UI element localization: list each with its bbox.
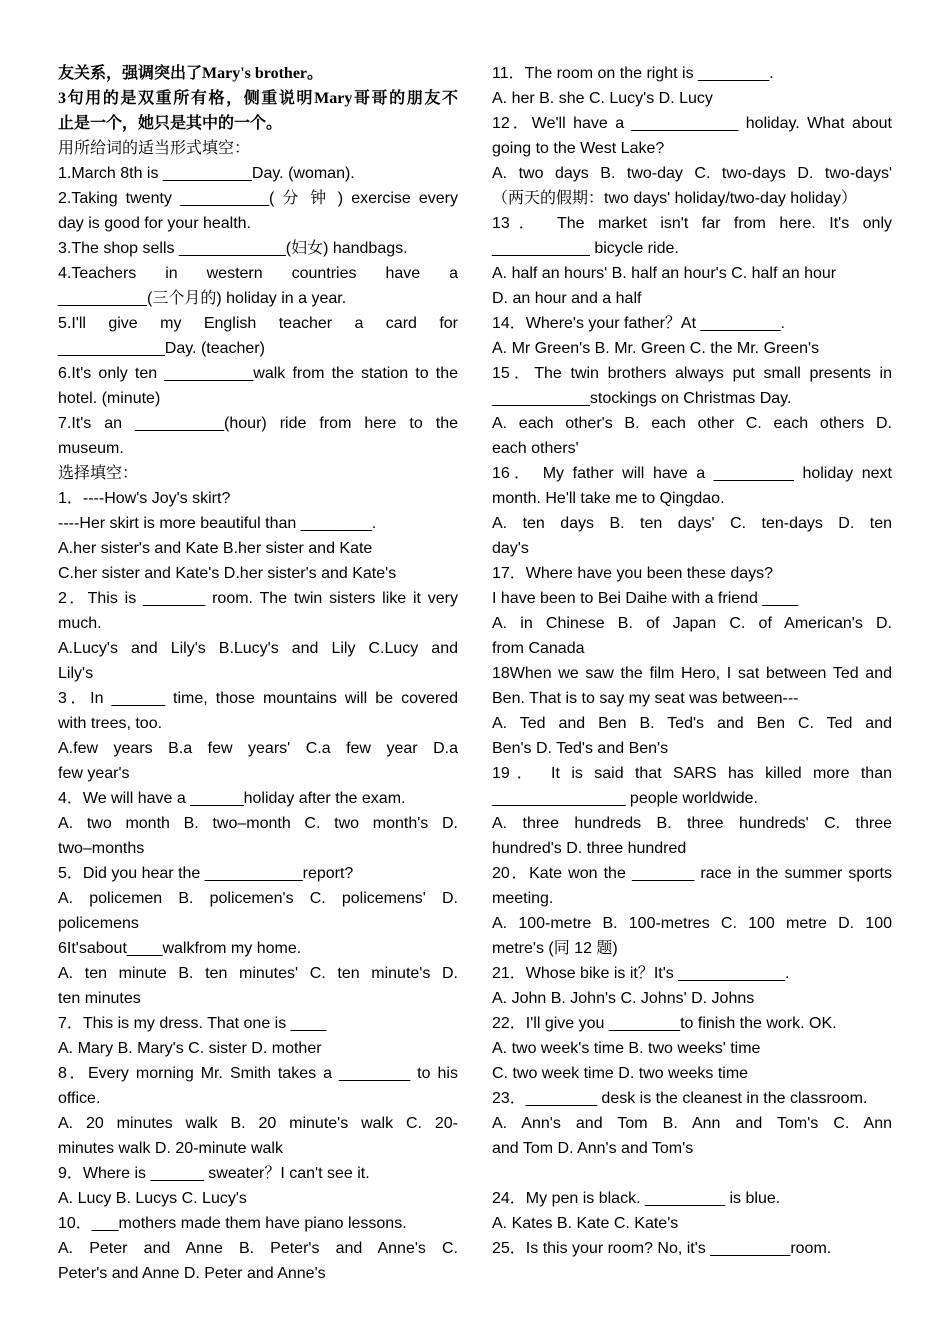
right-text-line: day's: [492, 540, 529, 557]
left-text-line: A. 20 minutes walk B. 20 minute's walk C. 20-: [58, 1115, 458, 1132]
right-text-line: _______________ people worldwide.: [492, 790, 758, 807]
right-text-line: from Canada: [492, 640, 585, 657]
left-text-line: museum.: [58, 440, 124, 457]
left-text-line: 选择填空：: [58, 465, 139, 482]
right-spacer: [492, 1161, 892, 1186]
left-text-line: A. policemen B. policemen's C. policemens' D.: [58, 890, 458, 907]
right-text-line: 24．My pen is black. _________ is blue.: [492, 1190, 781, 1207]
right-text-line: 21．Whose bike is it？It's ____________.: [492, 965, 790, 982]
right-text-line: 23．________ desk is the cleanest in the classroom.: [492, 1090, 868, 1107]
right-text-line: 18When we saw the film Hero, I sat between Ted and: [492, 665, 892, 682]
left-text-line: 2．This is _______ room. The twin sisters like it very: [58, 590, 458, 607]
left-text-line: 6.It's only ten __________walk from the station to the: [58, 365, 458, 382]
right-text-line: Ben's D. Ted's and Ben's: [492, 740, 669, 757]
right-text-line: A. two week's time B. two weeks' time: [492, 1040, 761, 1057]
right-text-line: hundred's D. three hundred: [492, 840, 687, 857]
right-text-line: and Tom D. Ann's and Tom's: [492, 1140, 694, 1157]
right-text-line: 15．The twin brothers always put small presents in: [492, 365, 892, 382]
right-text-line: I have been to Bei Daihe with a friend ____: [492, 590, 798, 607]
left-text-line: 1.March 8th is __________Day. (woman).: [58, 165, 355, 182]
right-text-line: each others': [492, 440, 579, 457]
left-text-line: 1．----How's Joy's skirt?: [58, 490, 231, 507]
left-text-line: 4．We will have a ______holiday after the exam.: [58, 790, 406, 807]
right-text-line: 12．We'll have a ____________ holiday. What about: [492, 115, 892, 132]
left-text-line: ____________Day. (teacher): [58, 340, 265, 357]
right-text-line: A. 100-metre B. 100-metres C. 100 metre D. 100: [492, 915, 892, 932]
right-text-line: （两天的假期：two days' holiday/two-day holiday）: [492, 190, 857, 207]
left-text-line: 8．Every morning Mr. Smith takes a ________ to his: [58, 1065, 458, 1082]
right-text-line: A. two days B. two-day C. two-days D. two-days': [492, 165, 892, 182]
left-text-line: two–months: [58, 840, 145, 857]
left-text-line: few year's: [58, 765, 130, 782]
left-text-line: with trees, too.: [58, 715, 163, 732]
right-text-line: 22．I'll give you ________to finish the work. OK.: [492, 1015, 837, 1032]
left-text-line: office.: [58, 1090, 101, 1107]
right-text-line: 11．The room on the right is ________.: [492, 65, 774, 82]
left-text-line: 9．Where is ______ sweater？I can't see it.: [58, 1165, 370, 1182]
left-text-line: __________(三个月的) holiday in a year.: [58, 290, 347, 307]
right-text-line: meeting.: [492, 890, 554, 907]
right-text-line: A. each other's B. each other C. each others D.: [492, 415, 892, 432]
right-text-line: A. half an hours' B. half an hour's C. half an hour: [492, 265, 837, 282]
right-text-line: A. Kates B. Kate C. Kate's: [492, 1215, 679, 1232]
left-text-line: ten minutes: [58, 990, 141, 1007]
left-text-line: 2.Taking twenty __________( 分 钟 ) exercise every: [58, 190, 458, 207]
left-text-line: 4.Teachers in western countries have a: [58, 265, 458, 282]
left-text-line: A. two month B. two–month C. two month's D.: [58, 815, 458, 832]
left-text-line: A.her sister's and Kate B.her sister and Kate: [58, 540, 373, 557]
left-text-line: A.Lucy's and Lily's B.Lucy's and Lily C.Lucy and: [58, 640, 458, 657]
right-text-line: A. her B. she C. Lucy's D. Lucy: [492, 90, 713, 107]
right-text-line: A. Ann's and Tom B. Ann and Tom's C. Ann: [492, 1115, 892, 1132]
right-text-line: 17．Where have you been these days?: [492, 565, 774, 582]
left-text-line: 3.The shop sells ____________(妇女) handbags.: [58, 240, 408, 257]
right-text-line: 14．Where's your father？At _________.: [492, 315, 786, 332]
left-text-line: 3．In ______ time, those mountains will be covered: [58, 690, 458, 707]
right-text-line: metre's (同 12 题): [492, 940, 618, 957]
left-text-line: minutes walk D. 20-minute walk: [58, 1140, 283, 1157]
right-text-line: ___________ bicycle ride.: [492, 240, 679, 257]
right-text-line: A. three hundreds B. three hundreds' C. three: [492, 815, 892, 832]
right-text-line: A. ten days B. ten days' C. ten-days D. ten: [492, 515, 892, 532]
right-text-line: Ben. That is to say my seat was between---: [492, 690, 799, 707]
right-text-line: A. Ted and Ben B. Ted's and Ben C. Ted and: [492, 715, 892, 732]
left-text-line: C.her sister and Kate's D.her sister's and Kate's: [58, 565, 397, 582]
right-text-line: D. an hour and a half: [492, 290, 642, 307]
left-text-line: 7．This is my dress. That one is ____: [58, 1015, 327, 1032]
left-text-line: 3句用的是双重所有格，侧重说明Mary哥哥的朋友不: [58, 90, 458, 107]
left-text-line: policemens: [58, 915, 139, 932]
left-text-line: 5．Did you hear the ___________report?: [58, 865, 354, 882]
left-column: [58, 61, 458, 1286]
left-text-line: 友关系，强调突出了Mary's brother。: [58, 65, 324, 82]
right-text-line: going to the West Lake?: [492, 140, 665, 157]
left-text-line: ----Her skirt is more beautiful than ________.: [58, 515, 377, 532]
left-text-line: A.few years B.a few years' C.a few year D.a: [58, 740, 458, 757]
right-text-line: 25．Is this your room? No, it's _________room.: [492, 1240, 832, 1257]
right-column: [492, 61, 892, 1261]
right-text-line: A. Mr Green's B. Mr. Green C. the Mr. Green's: [492, 340, 820, 357]
right-text-line: month. He'll take me to Qingdao.: [492, 490, 725, 507]
left-text-line: Peter's and Anne D. Peter and Anne's: [58, 1265, 326, 1282]
right-text-line: 19． It is said that SARS has killed more than: [492, 765, 892, 782]
left-text-line: 7.It's an __________(hour) ride from here to the: [58, 415, 458, 432]
left-text-line: A. Mary B. Mary's C. sister D. mother: [58, 1040, 322, 1057]
left-text-line: 10．___mothers made them have piano lessons.: [58, 1215, 407, 1232]
left-text-line: 6It'sabout____walkfrom my home.: [58, 940, 302, 957]
right-text-line: A. in Chinese B. of Japan C. of American's D.: [492, 615, 892, 632]
left-text-line: Lily's: [58, 665, 94, 682]
left-text-line: much.: [58, 615, 102, 632]
right-text-line: A. John B. John's C. Johns' D. Johns: [492, 990, 755, 1007]
right-text-line: ___________stockings on Christmas Day.: [492, 390, 792, 407]
left-text-line: A. ten minute B. ten minutes' C. ten minute's D.: [58, 965, 458, 982]
left-text-line: A. Lucy B. Lucys C. Lucy's: [58, 1190, 247, 1207]
left-text-line: 止是一个，她只是其中的一个。: [58, 115, 283, 132]
left-text-line: 5.I'll give my English teacher a card for: [58, 315, 458, 332]
left-text-line: day is good for your health.: [58, 215, 252, 232]
right-text-line: C. two week time D. two weeks time: [492, 1065, 749, 1082]
left-text-line: 用所给词的适当形式填空：: [58, 140, 251, 157]
right-text-line: 13． The market isn't far from here. It's only: [492, 215, 892, 232]
left-text-line: A. Peter and Anne B. Peter's and Anne's C.: [58, 1240, 458, 1257]
right-text-line: 20．Kate won the _______ race in the summer sports: [492, 865, 892, 882]
right-text-line: 16． My father will have a _________ holiday next: [492, 465, 892, 482]
left-text-line: hotel. (minute): [58, 390, 161, 407]
